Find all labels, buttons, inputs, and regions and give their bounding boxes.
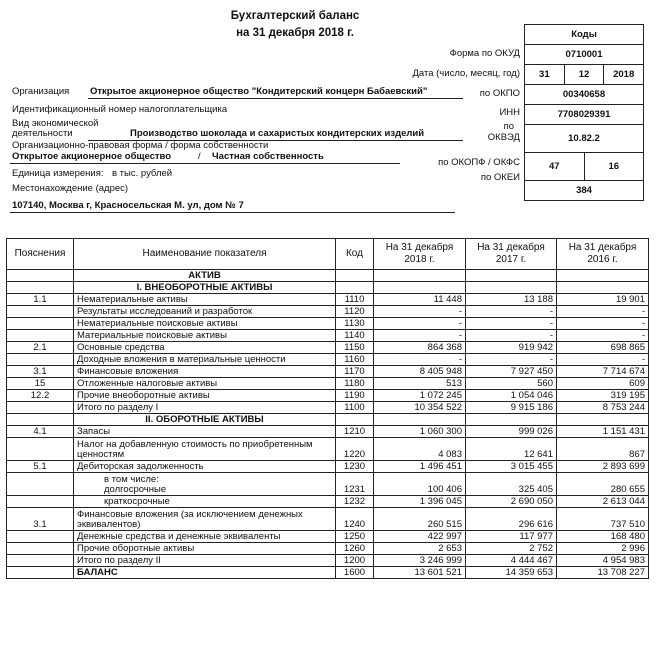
row-value-2017: 13 188 [466, 294, 557, 306]
row-value-2017: 919 942 [466, 342, 557, 354]
table-row [7, 402, 649, 414]
row-code: 1230 [336, 461, 374, 473]
table-row [7, 390, 649, 402]
row-name: Нематериальные активы [74, 294, 336, 306]
inn-label: ИНН [499, 107, 520, 118]
row-value-2018: 8 405 948 [374, 366, 466, 378]
activity-label-1: Вид экономической [12, 118, 99, 129]
row-value-2016: 2 996 [557, 543, 649, 555]
row-value-2018: 11 448 [374, 294, 466, 306]
row-note: 3.1 [7, 366, 74, 378]
row-value-2016: 7 714 674 [557, 366, 649, 378]
okpo-label: по ОКПО [479, 88, 520, 99]
header-2018: На 31 декабря 2018 г. [374, 239, 466, 270]
row-code: 1220 [336, 438, 374, 461]
inn-title: Идентификационный номер налогоплательщика [12, 104, 228, 115]
row-value-2017: 560 [466, 378, 557, 390]
date-day: 31 [539, 69, 550, 80]
okved-code: 10.82.2 [525, 124, 643, 152]
row-name: БАЛАНС [74, 567, 336, 579]
row-value-2018: 13 601 521 [374, 567, 466, 579]
row-note [7, 555, 74, 567]
table-row [7, 496, 649, 508]
row-value-2016: 319 195 [557, 390, 649, 402]
row-value-2016: 737 510 [557, 508, 649, 531]
table-row [7, 438, 649, 461]
table-row [7, 473, 649, 496]
row-code: 1190 [336, 390, 374, 402]
row-value-2017: 2 690 050 [466, 496, 557, 508]
row-value-2016: 2 613 044 [557, 496, 649, 508]
row-code: 1110 [336, 294, 374, 306]
okei-code: 384 [525, 180, 643, 200]
address-label: Местонахождение (адрес) [12, 183, 129, 194]
org-underline [88, 98, 463, 99]
row-code: 1120 [336, 306, 374, 318]
row-note: 1.1 [7, 294, 74, 306]
table-row [7, 543, 649, 555]
table-row [7, 567, 649, 579]
row-value-2018: 3 246 999 [374, 555, 466, 567]
section-2-heading-row [7, 414, 649, 426]
row-value-2017: 296 616 [466, 508, 557, 531]
date-month: 12 [564, 65, 604, 84]
header-note: Пояснения [7, 239, 74, 270]
row-code: 1150 [336, 342, 374, 354]
table-row [7, 366, 649, 378]
table-row [7, 330, 649, 342]
row-name: Прочие внеоборотные активы [74, 390, 336, 402]
fs-value: Частная собственность [212, 151, 324, 162]
row-value-2018: 1 496 451 [374, 461, 466, 473]
row-code: 1100 [336, 402, 374, 414]
balance-table [6, 238, 649, 579]
section-heading: II. ОБОРОТНЫЕ АКТИВЫ [74, 414, 336, 426]
row-code: 1170 [336, 366, 374, 378]
forma-okud-label: Форма по ОКУД [449, 48, 520, 59]
row-note: 3.1 [7, 508, 74, 531]
okopf-code: 47 [548, 161, 560, 172]
row-name: Прочие оборотные активы [74, 543, 336, 555]
table-row [7, 318, 649, 330]
row-value-2016: 280 655 [557, 473, 649, 496]
okei-label: по ОКЕИ [480, 172, 520, 183]
org-label: Организация [12, 86, 70, 97]
row-value-2016: 13 708 227 [557, 567, 649, 579]
row-value-2016: 168 480 [557, 531, 649, 543]
row-value-2016: 19 901 [557, 294, 649, 306]
date-label: Дата (число, месяц, год) [412, 68, 520, 79]
opf-underline [10, 163, 400, 164]
row-note: 5.1 [7, 461, 74, 473]
row-note [7, 306, 74, 318]
table-header-row [7, 239, 649, 270]
row-note [7, 567, 74, 579]
row-note [7, 318, 74, 330]
row-value-2016: 609 [557, 378, 649, 390]
row-name: в том числе: долгосрочные [74, 473, 336, 496]
table-row [7, 461, 649, 473]
table-row [7, 378, 649, 390]
row-value-2017: 117 977 [466, 531, 557, 543]
table-row [7, 426, 649, 438]
row-code: 1260 [336, 543, 374, 555]
row-value-2016: - [557, 354, 649, 366]
row-value-2017: - [466, 318, 557, 330]
section-heading: I. ВНЕОБОРОТНЫЕ АКТИВЫ [74, 282, 336, 294]
unit-label: Единица измерения: [12, 168, 104, 179]
row-note [7, 473, 74, 496]
section-heading: АКТИВ [74, 270, 336, 282]
row-value-2017: 999 026 [466, 426, 557, 438]
row-name: Материальные поисковые активы [74, 330, 336, 342]
row-value-2017: 9 915 186 [466, 402, 557, 414]
row-name: Денежные средства и денежные эквиваленты [74, 531, 336, 543]
row-name: Финансовые вложения (за исключением денежных эквивалентов) [74, 508, 336, 531]
row-value-2016: 1 151 431 [557, 426, 649, 438]
inn-code: 7708029391 [525, 104, 643, 124]
row-name: Основные средства [74, 342, 336, 354]
row-value-2018: 864 368 [374, 342, 466, 354]
aktiv-heading-row [7, 270, 649, 282]
codes-box [524, 24, 644, 201]
row-note [7, 354, 74, 366]
row-name: Итого по разделу I [74, 402, 336, 414]
date-year: 2018 [603, 65, 643, 84]
row-note [7, 531, 74, 543]
okfs-code: 16 [584, 153, 644, 180]
table-row [7, 555, 649, 567]
row-value-2017: 325 405 [466, 473, 557, 496]
row-value-2016: 867 [557, 438, 649, 461]
row-note: 4.1 [7, 426, 74, 438]
row-value-2017: - [466, 354, 557, 366]
row-name: Финансовые вложения [74, 366, 336, 378]
row-code: 1240 [336, 508, 374, 531]
header-name: Наименование показателя [74, 239, 336, 270]
table-row [7, 294, 649, 306]
table-row [7, 306, 649, 318]
codes-title: Коды [571, 29, 597, 40]
row-value-2018: 100 406 [374, 473, 466, 496]
row-code: 1250 [336, 531, 374, 543]
row-name: Нематериальные поисковые активы [74, 318, 336, 330]
row-value-2018: 4 083 [374, 438, 466, 461]
table-row [7, 354, 649, 366]
row-code: 1232 [336, 496, 374, 508]
document-subtitle: на 31 декабря 2018 г. [236, 27, 354, 39]
unit-value: в тыс. рублей [112, 168, 173, 179]
row-code: 1600 [336, 567, 374, 579]
row-value-2018: - [374, 330, 466, 342]
row-value-2017: 12 641 [466, 438, 557, 461]
row-value-2016: - [557, 318, 649, 330]
opf-label: Организационно-правовая форма / форма собственности [12, 140, 269, 151]
row-value-2018: - [374, 318, 466, 330]
row-note: 2.1 [7, 342, 74, 354]
table-row [7, 531, 649, 543]
row-name: Дебиторская задолженность [74, 461, 336, 473]
section-1-heading-row [7, 282, 649, 294]
address-underline [10, 212, 455, 213]
row-code: 1200 [336, 555, 374, 567]
org-value: Открытое акционерное общество "Кондитерский концерн Бабаевский" [90, 86, 428, 97]
row-code: 1231 [336, 473, 374, 496]
row-value-2016: - [557, 306, 649, 318]
row-name: Результаты исследований и разработок [74, 306, 336, 318]
row-value-2018: 513 [374, 378, 466, 390]
row-code: 1180 [336, 378, 374, 390]
okud-code: 0710001 [525, 44, 643, 64]
table-row [7, 508, 649, 531]
row-value-2018: - [374, 306, 466, 318]
row-value-2017: 4 444 467 [466, 555, 557, 567]
okpo-code: 00340658 [525, 84, 643, 104]
row-value-2017: 3 015 455 [466, 461, 557, 473]
row-value-2016: 4 954 983 [557, 555, 649, 567]
row-value-2018: 2 653 [374, 543, 466, 555]
row-value-2016: 698 865 [557, 342, 649, 354]
opf-value: Открытое акционерное общество [12, 151, 172, 162]
row-value-2017: 1 054 046 [466, 390, 557, 402]
row-note [7, 543, 74, 555]
opf-separator: / [198, 151, 201, 162]
row-note [7, 496, 74, 508]
activity-label-2: деятельности [12, 128, 73, 139]
header-code: Код [336, 239, 374, 270]
row-code: 1130 [336, 318, 374, 330]
row-value-2018: 10 354 522 [374, 402, 466, 414]
okopf-okfs-code [525, 152, 643, 180]
activity-value: Производство шоколада и сахаристых кондитерских изделий [130, 128, 425, 139]
row-note [7, 438, 74, 461]
row-code: 1160 [336, 354, 374, 366]
row-name: Отложенные налоговые активы [74, 378, 336, 390]
row-value-2017: - [466, 330, 557, 342]
header-2016: На 31 декабря 2016 г. [557, 239, 649, 270]
row-code: 1210 [336, 426, 374, 438]
okved-label: ОКВЭД [487, 132, 520, 143]
row-value-2016: 8 753 244 [557, 402, 649, 414]
row-value-2018: 1 396 045 [374, 496, 466, 508]
row-value-2018: 422 997 [374, 531, 466, 543]
row-value-2018: 260 515 [374, 508, 466, 531]
row-name: Итого по разделу II [74, 555, 336, 567]
date-code [525, 64, 643, 84]
row-value-2018: - [374, 354, 466, 366]
row-value-2017: 2 752 [466, 543, 557, 555]
okopf-label: по ОКОПФ / ОКФС [438, 157, 520, 168]
row-name: Запасы [74, 426, 336, 438]
row-value-2017: 7 927 450 [466, 366, 557, 378]
row-value-2016: - [557, 330, 649, 342]
document-title: Бухгалтерский баланс [230, 10, 360, 22]
row-name: Доходные вложения в материальные ценности [74, 354, 336, 366]
row-note: 12.2 [7, 390, 74, 402]
row-value-2017: 14 359 653 [466, 567, 557, 579]
table-row [7, 342, 649, 354]
header-2017: На 31 декабря 2017 г. [466, 239, 557, 270]
row-value-2016: 2 893 699 [557, 461, 649, 473]
row-value-2018: 1 072 245 [374, 390, 466, 402]
address-value: 107140, Москва г, Красносельская М. ул, дом № 7 [12, 200, 244, 211]
row-code: 1140 [336, 330, 374, 342]
row-note [7, 330, 74, 342]
row-note [7, 402, 74, 414]
row-note: 15 [7, 378, 74, 390]
okved-label-po: по [503, 121, 514, 132]
row-value-2018: 1 060 300 [374, 426, 466, 438]
row-value-2017: - [466, 306, 557, 318]
row-name: краткосрочные [74, 496, 336, 508]
row-name: Налог на добавленную стоимость по приобретенным ценностям [74, 438, 336, 461]
